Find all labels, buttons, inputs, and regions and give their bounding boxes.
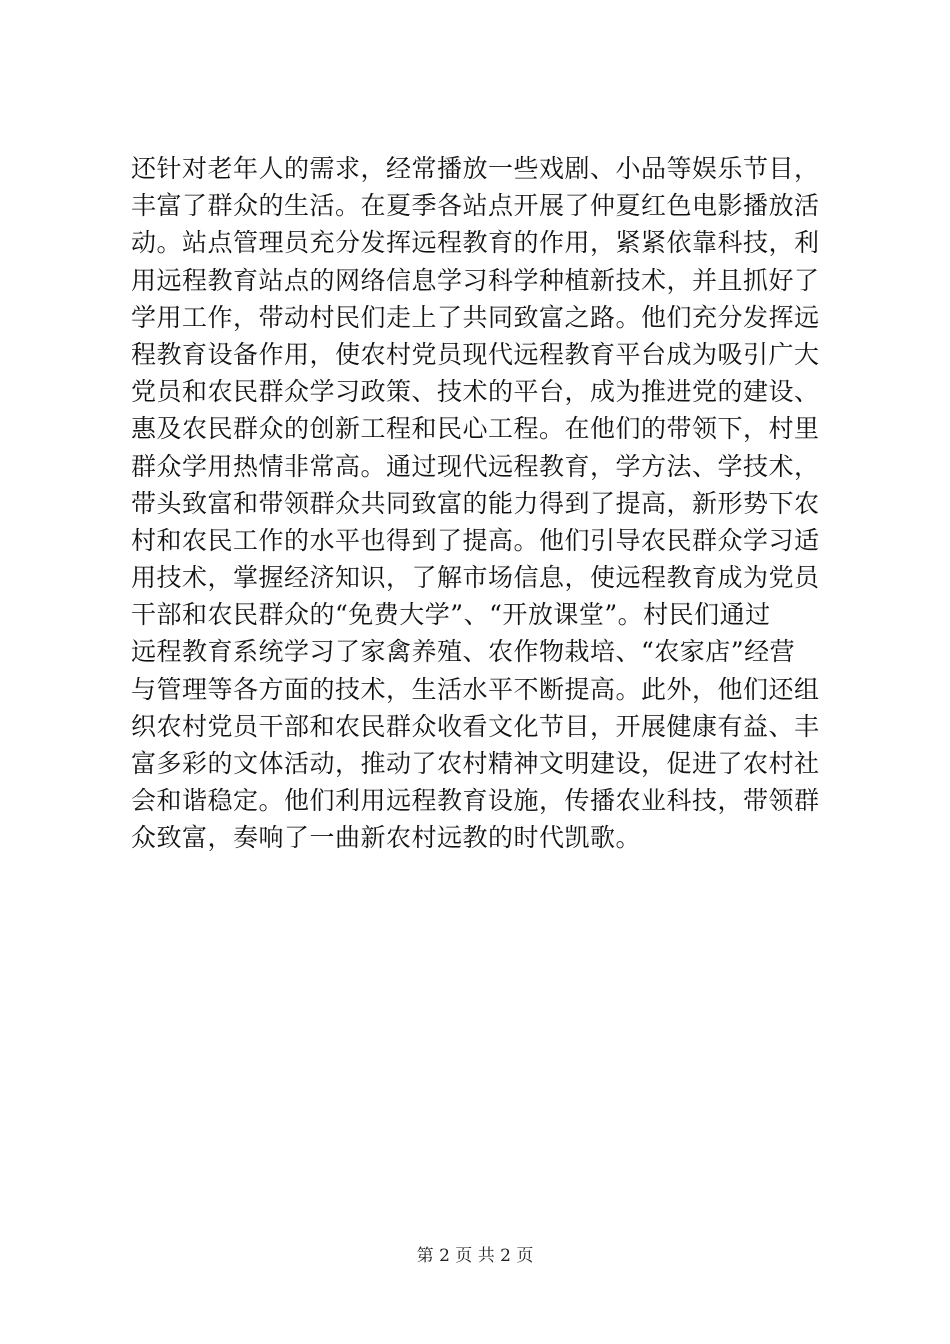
text-line: 丰富了群众的生活。在夏季各站点开展了仲夏红色电影播放活 [131, 191, 820, 221]
body-paragraph [131, 150, 831, 857]
text-line: 用技术，掌握经济知识，了解市场信息，使远程教育成为党员 [131, 563, 820, 593]
text-line: 惠及农民群众的创新工程和民心工程。在他们的带领下，村里 [131, 414, 820, 444]
text-line: 织农村党员干部和农民群众收看文化节目，开展健康有益、丰 [131, 711, 820, 741]
text-line: 与管理等各方面的技术，生活水平不断提高。此外，他们还组 [131, 674, 820, 704]
text-line: 干部和农民群众的“免费大学”、“开放课堂”。村民们通过 [131, 600, 771, 630]
text-line: 动。站点管理员充分发挥远程教育的作用，紧紧依靠科技，利 [131, 228, 820, 258]
text-line: 群众学用热情非常高。通过现代远程教育，学方法、学技术， [131, 451, 820, 481]
text-line: 村和农民工作的水平也得到了提高。他们引导农民群众学习适 [131, 525, 820, 555]
text-line: 远程教育系统学习了家禽养殖、农作物栽培、“农家店”经营 [131, 637, 796, 667]
text-line: 还针对老年人的需求，经常播放一些戏剧、小品等娱乐节目， [131, 154, 820, 183]
text-line: 党员和农民群众学习政策、技术的平台，成为推进党的建设、 [131, 377, 820, 407]
text-line: 会和谐稳定。他们利用远程教育设施，传播农业科技，带领群 [131, 786, 820, 816]
text-line: 众致富，奏响了一曲新农村远教的时代凯歌。 [131, 823, 642, 853]
text-line: 程教育设备作用，使农村党员现代远程教育平台成为吸引广大 [131, 339, 820, 369]
text-line: 学用工作，带动村民们走上了共同致富之路。他们充分发挥远 [131, 302, 820, 332]
text-line: 用远程教育站点的网络信息学习科学种植新技术，并且抓好了 [131, 265, 820, 295]
page-number-footer: 第 2 页 共 2 页 [416, 1246, 534, 1266]
text-line: 富多彩的文体活动，推动了农村精神文明建设，促进了农村社 [131, 749, 820, 778]
text-line: 带头致富和带领群众共同致富的能力得到了提高，新形势下农 [131, 488, 820, 518]
